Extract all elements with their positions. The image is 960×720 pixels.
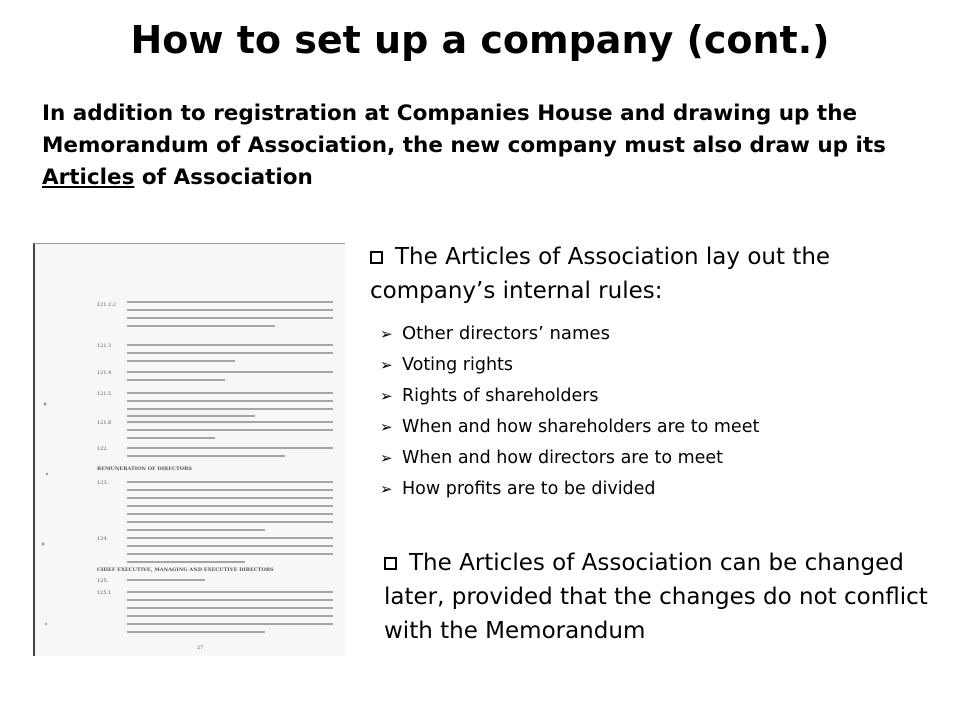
doc-clause-9: 125.1 [97,590,112,596]
intro-underlined-word: Articles [42,165,135,190]
intro-paragraph [42,98,922,194]
doc-clause-4: 121.6 [97,420,112,426]
list-item: ➢ When and how directors are to meet [380,443,920,474]
doc-clause-0: 121.2.2 [97,302,117,308]
articles-rules-point [370,240,930,308]
intro-text-before: In addition to registration at Companies House and drawing up the Memorandum of Association, the new company must also draw up its [42,101,886,158]
doc-clause-8: 125. [97,578,109,584]
list-item: ➢ Voting rights [380,350,920,381]
hollow-square-bullet-icon [370,251,383,264]
doc-clause-3: 121.5 [97,391,112,397]
list-item: ➢ When and how shareholders are to meet [380,412,920,443]
list-item: ➢ Other directors’ names [380,318,920,350]
list-item: ➢ How profits are to be divided [380,474,920,505]
doc-clause-5: 122. [97,446,109,452]
articles-change-point [384,546,944,648]
doc-heading-remuneration: REMUNERATION OF DIRECTORS [97,466,192,472]
arrow-bullet-icon: ➢ [380,387,393,405]
arrow-bullet-icon: ➢ [380,356,393,374]
internal-rules-list [380,318,920,505]
articles-change-text: The Articles of Association can be changed later, provided that the changes do not conflict with the Memorandum [384,550,928,644]
doc-clause-1: 121.3 [97,343,112,349]
scanned-document-image [33,243,345,656]
slide-title: How to set up a company (cont.) [130,18,830,62]
doc-heading-chief-executive: CHIEF EXECUTIVE, MANAGING AND EXECUTIVE DIRECTORS [97,567,274,573]
document-page-drawing [35,244,345,656]
doc-page-number: 27 [197,645,204,651]
hollow-square-bullet-icon [384,557,397,570]
document-clause-numbers [97,302,116,596]
intro-text-after: of Association [134,165,313,190]
document-scan-artifacts [42,403,49,626]
doc-clause-6: 123. [97,480,109,486]
list-item: ➢ Rights of shareholders [380,381,920,412]
doc-clause-2: 121.4 [97,370,112,376]
arrow-bullet-icon: ➢ [380,480,393,498]
articles-rules-text: The Articles of Association lay out the company’s internal rules: [370,244,831,304]
arrow-bullet-icon: ➢ [380,325,393,343]
arrow-bullet-icon: ➢ [380,418,393,436]
arrow-bullet-icon: ➢ [380,449,393,467]
doc-clause-7: 124. [97,536,109,542]
